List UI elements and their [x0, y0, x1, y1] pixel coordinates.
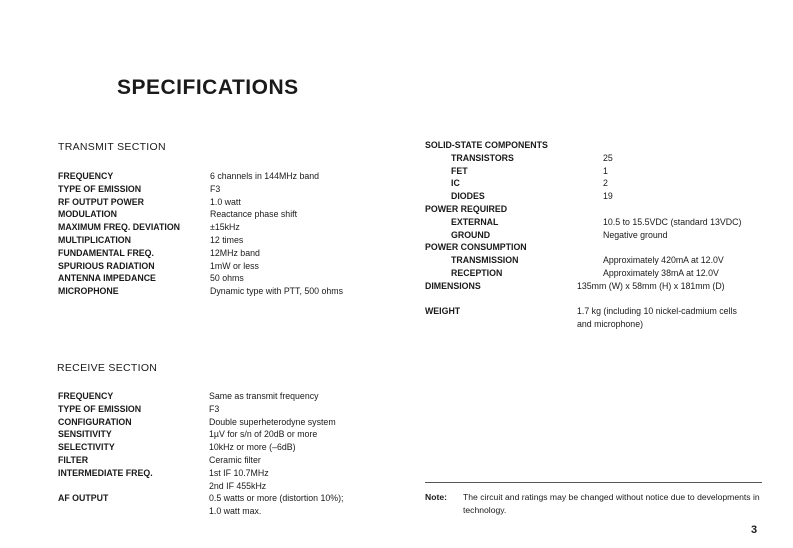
spec-row — [58, 260, 343, 273]
spec-label: TRANSMISSION — [451, 255, 519, 266]
spec-row — [425, 152, 741, 165]
spec-label: POWER REQUIRED — [425, 203, 508, 214]
spec-row — [425, 254, 741, 267]
spec-value: Approximately 38mA at 12.0V — [603, 267, 719, 278]
spec-row — [425, 165, 741, 178]
spec-row — [58, 416, 343, 429]
spec-value: 19 — [603, 191, 613, 202]
spec-row — [425, 216, 741, 229]
receive-section-heading: RECEIVE SECTION — [57, 362, 158, 374]
spec-label: SOLID-STATE COMPONENTS — [425, 140, 548, 150]
spec-value: 12 times — [210, 234, 244, 245]
spec-row — [58, 170, 343, 183]
spec-value: 10.5 to 15.5VDC (standard 13VDC) — [603, 216, 742, 227]
spec-label: MICROPHONE — [58, 286, 119, 297]
spec-value: 6 channels in 144MHz band — [210, 171, 320, 181]
spec-label: TYPE OF EMISSION — [58, 183, 142, 194]
spec-row — [58, 247, 343, 260]
spec-label: INTERMEDIATE FREQ. — [58, 467, 153, 478]
spec-label: FILTER — [58, 454, 89, 465]
spec-value: Double superheterodyne system — [209, 416, 336, 427]
spec-row — [58, 208, 343, 221]
spec-label: GROUND — [451, 229, 491, 240]
spec-label: FREQUENCY — [58, 391, 114, 401]
spec-label — [58, 505, 209, 518]
receive-spec-list — [58, 390, 343, 518]
spec-value: Dynamic type with PTT, 500 ohms — [210, 286, 343, 297]
spec-row — [58, 428, 343, 441]
note-label: Note: — [425, 492, 447, 502]
spec-row — [425, 177, 741, 190]
spec-row — [58, 221, 343, 234]
spec-value: Reactance phase shift — [210, 209, 298, 220]
spec-value: 1.0 watt — [210, 196, 241, 207]
transmit-section-heading: TRANSMIT SECTION — [58, 141, 166, 153]
spec-value: 1.0 watt max. — [209, 506, 262, 517]
spec-row — [58, 441, 343, 454]
spec-label: IC — [451, 178, 460, 189]
spec-label: SELECTIVITY — [58, 442, 115, 453]
spec-label: RECEPTION — [451, 267, 503, 278]
spec-label: RF OUTPUT POWER — [58, 196, 145, 207]
spec-value: 135mm (W) x 58mm (H) x 181mm (D) — [577, 280, 725, 291]
spec-row — [425, 190, 741, 203]
spec-label — [58, 480, 209, 493]
spec-value: F3 — [209, 403, 220, 414]
spec-label — [425, 293, 577, 306]
spec-value: 1 — [603, 165, 608, 176]
spec-label: FET — [451, 165, 468, 176]
general-spec-list — [425, 139, 741, 331]
spec-row — [58, 272, 343, 285]
spec-label: FREQUENCY — [58, 171, 114, 181]
spec-label: CONFIGURATION — [58, 416, 132, 427]
spec-row — [425, 305, 741, 318]
spec-row — [425, 318, 741, 331]
spec-label: EXTERNAL — [451, 216, 499, 227]
spec-value: Same as transmit frequency — [209, 391, 319, 401]
spec-value: 0.5 watts or more (distortion 10%); — [209, 493, 344, 504]
spec-row — [58, 196, 343, 209]
spec-value: Negative ground — [603, 229, 668, 240]
spec-value: Approximately 420mA at 12.0V — [603, 255, 724, 266]
spec-label: FUNDAMENTAL FREQ. — [58, 247, 154, 258]
spec-label: MODULATION — [58, 209, 117, 220]
spec-row — [58, 234, 343, 247]
spec-value: Ceramic filter — [209, 454, 261, 465]
spec-label: TYPE OF EMISSION — [58, 403, 142, 414]
spec-row — [425, 229, 741, 242]
spec-row — [425, 267, 741, 280]
spec-row — [58, 390, 343, 403]
spec-label: MAXIMUM FREQ. DEVIATION — [58, 222, 181, 233]
page-number: 3 — [751, 524, 758, 536]
spec-value: and microphone) — [577, 319, 644, 330]
spec-value: ±15kHz — [210, 222, 240, 233]
spec-label: AF OUTPUT — [58, 493, 109, 504]
spec-row — [425, 293, 741, 306]
note-text: The circuit and ratings may be changed without notice due to developments in technology. — [463, 492, 760, 515]
spec-label: TRANSISTORS — [451, 152, 514, 163]
spec-value: 50 ohms — [210, 273, 244, 284]
spec-label — [425, 318, 577, 331]
spec-label: WEIGHT — [425, 306, 461, 317]
spec-value: 2 — [603, 178, 608, 189]
spec-value: 1mW or less — [210, 260, 259, 271]
spec-row — [58, 492, 343, 505]
spec-label: POWER CONSUMPTION — [425, 242, 527, 253]
spec-row — [58, 285, 343, 298]
spec-row — [58, 403, 343, 416]
spec-label: MULTIPLICATION — [58, 234, 131, 245]
note-divider — [425, 482, 762, 483]
spec-value: 2nd IF 455kHz — [209, 480, 267, 491]
spec-label: SENSITIVITY — [58, 429, 112, 440]
spec-label: ANTENNA IMPEDANCE — [58, 273, 156, 284]
spec-value: 25 — [603, 152, 613, 163]
page-title: SPECIFICATIONS — [117, 76, 299, 99]
spec-row — [425, 139, 741, 152]
spec-row — [58, 183, 343, 196]
spec-row — [58, 467, 343, 480]
spec-row — [58, 454, 343, 467]
spec-label: DIMENSIONS — [425, 280, 481, 291]
spec-row — [58, 480, 343, 493]
spec-value: F3 — [210, 183, 221, 194]
spec-row — [58, 505, 343, 518]
spec-row — [425, 280, 741, 293]
spec-value: 12MHz band — [210, 247, 260, 258]
spec-value: 10kHz or more (–6dB) — [209, 442, 296, 453]
spec-value: 1.7 kg (including 10 nickel-cadmium cells — [577, 306, 737, 317]
spec-label: DIODES — [451, 191, 485, 202]
spec-label: SPURIOUS RADIATION — [58, 260, 155, 271]
spec-value: 1µV for s/n of 20dB or more — [209, 429, 318, 440]
spec-row — [425, 203, 741, 216]
spec-value: 1st IF 10.7MHz — [209, 467, 269, 478]
spec-row — [425, 241, 741, 254]
transmit-spec-list — [58, 170, 343, 298]
